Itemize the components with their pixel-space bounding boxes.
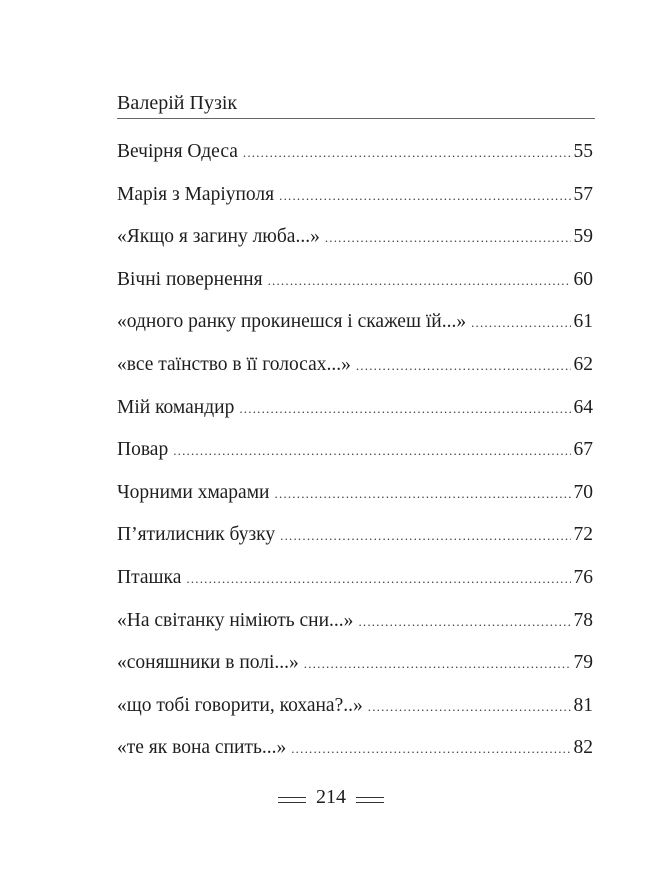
toc-entry <box>117 439 593 482</box>
toc-entry-page: 59 <box>573 226 593 248</box>
dot-leader <box>358 614 570 630</box>
page-footer <box>0 786 662 809</box>
ornament-right <box>356 797 384 803</box>
toc-entry-title: «На світанку німіють сни...» <box>117 609 354 631</box>
toc-entry-title: Мій командир <box>117 396 235 418</box>
toc-entry-title: Вечірня Одеса <box>117 141 238 162</box>
toc-entry-title: «Якщо я загину люба...» <box>117 226 320 248</box>
dot-leader <box>173 443 570 459</box>
toc-entry-page: 70 <box>573 481 593 503</box>
toc-entry-title: П’ятилисник бузку <box>117 524 276 546</box>
page-number: 214 <box>316 786 346 808</box>
dot-leader <box>239 401 570 417</box>
toc-entry-title: «одного ранку прокинешся і скажеш їй...» <box>117 311 467 333</box>
dot-leader <box>186 571 570 587</box>
toc-entry <box>117 482 593 525</box>
toc-entry <box>117 567 593 610</box>
toc-entry-page: 64 <box>573 396 593 418</box>
dot-leader <box>275 486 571 502</box>
toc-entry-page: 79 <box>573 652 593 674</box>
toc-entry-page: 67 <box>573 439 593 461</box>
toc-entry-page: 55 <box>573 141 593 162</box>
toc-entry-title: Вічні повернення <box>117 268 263 290</box>
toc-entry-title: «що тобі говорити, кохана?..» <box>117 694 363 716</box>
toc-entry-page: 57 <box>573 183 593 205</box>
dot-leader <box>368 699 571 715</box>
dot-leader <box>268 273 571 289</box>
dot-leader <box>304 656 571 672</box>
toc-entry-page: 78 <box>573 609 593 631</box>
toc-entry-page: 82 <box>573 737 593 759</box>
dot-leader <box>279 188 570 204</box>
toc-entry <box>117 737 593 780</box>
toc-entry <box>117 311 593 354</box>
toc-entry-title: Марія з Маріуполя <box>117 183 275 205</box>
toc-entry-title: Повар <box>117 439 169 461</box>
toc-entry-title: Пташка <box>117 566 182 588</box>
toc-entry-page: 61 <box>573 311 593 333</box>
toc-entry <box>117 226 593 269</box>
toc-entry <box>117 695 593 738</box>
dot-leader <box>471 315 570 331</box>
toc-entry-title: «соняшники в полі...» <box>117 652 299 674</box>
toc-entry-title: Чорними хмарами <box>117 481 270 503</box>
toc-entry <box>117 354 593 397</box>
ornament-left <box>278 797 306 803</box>
dot-leader <box>356 358 571 374</box>
toc-entry-page: 76 <box>573 566 593 588</box>
toc-entry <box>117 141 593 184</box>
toc-entry-title: «те як вона спить...» <box>117 737 287 759</box>
toc-entry-page: 62 <box>573 353 593 375</box>
toc-entry-page: 60 <box>573 268 593 290</box>
toc-entry <box>117 184 593 227</box>
dot-leader <box>280 528 570 544</box>
dot-leader <box>325 230 571 246</box>
header-rule <box>117 118 595 119</box>
toc-entry-page: 72 <box>573 524 593 546</box>
dot-leader <box>243 145 571 161</box>
toc-entry <box>117 652 593 695</box>
toc-entry <box>117 269 593 312</box>
table-of-contents <box>117 141 593 780</box>
running-header-author: Валерій Пузік <box>117 92 238 114</box>
toc-entry-page: 81 <box>573 694 593 716</box>
toc-entry <box>117 610 593 653</box>
toc-entry <box>117 397 593 440</box>
toc-entry <box>117 524 593 567</box>
dot-leader <box>291 741 570 757</box>
toc-entry-title: «все таїнство в її голосах...» <box>117 353 351 375</box>
